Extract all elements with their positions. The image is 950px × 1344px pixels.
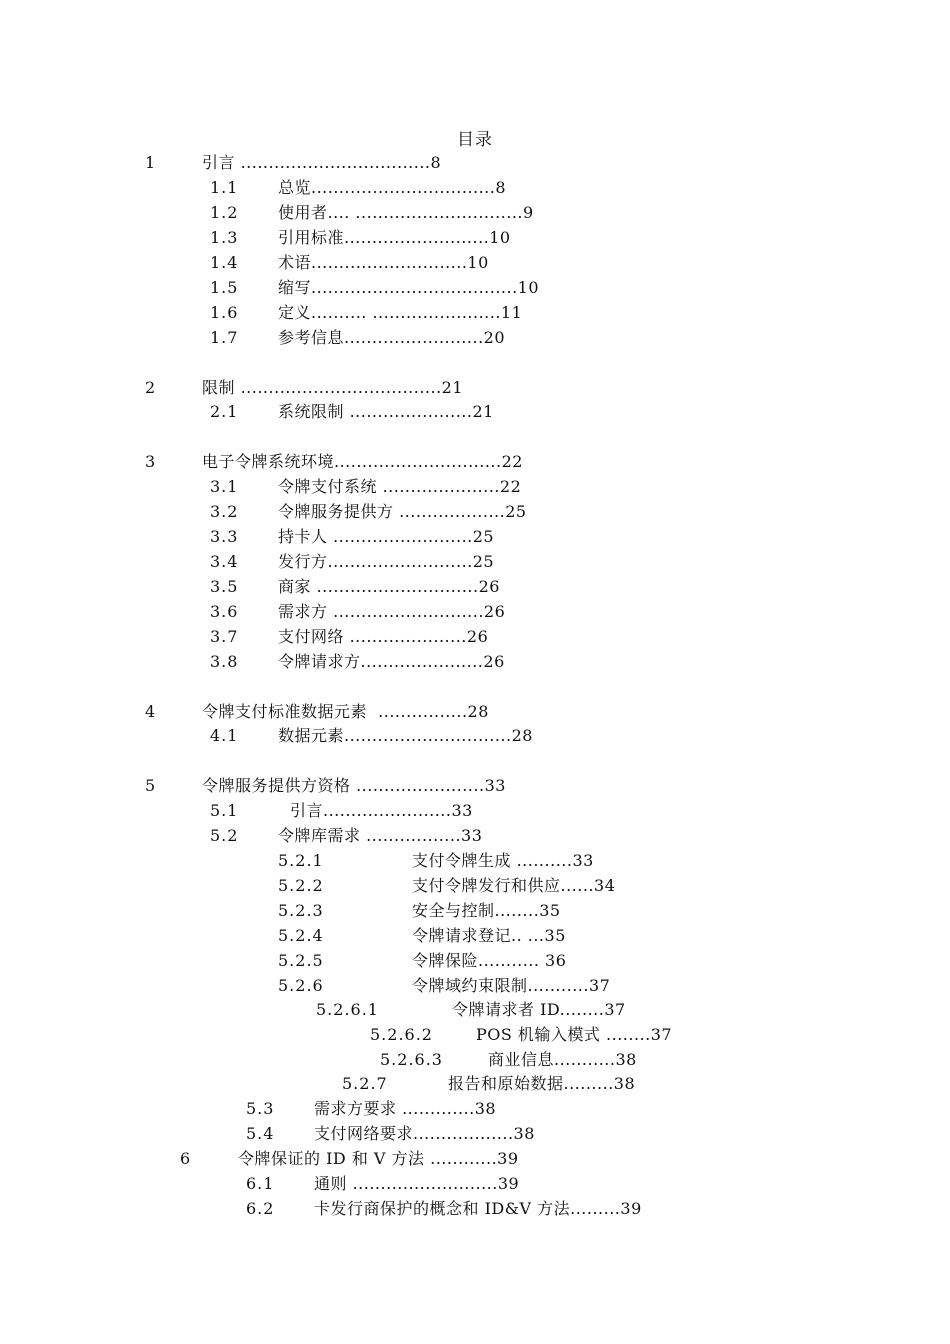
toc-entry-text[interactable]: 使用者.... ..............................9: [278, 203, 534, 222]
toc-entry-number: 1.4: [210, 253, 239, 272]
toc-entry-number: 1.7: [210, 328, 239, 347]
toc-entry-text[interactable]: 数据元素..............................28: [278, 726, 533, 745]
toc-entry-text[interactable]: 总览.................................8: [278, 178, 507, 197]
toc-entry-text[interactable]: 令牌保险........... 36: [412, 951, 567, 970]
toc-entry-number: 1: [145, 153, 157, 172]
toc-entry-number: 5.2.2: [278, 876, 324, 895]
toc-entry-text[interactable]: 术语............................10: [278, 253, 489, 272]
toc-entry-number: 4.1: [210, 726, 239, 745]
toc-entry-text[interactable]: 令牌保证的 ID 和 V 方法 ............39: [238, 1149, 519, 1168]
toc-entry-number: 5.2.6.3: [380, 1050, 443, 1069]
toc-entry-text[interactable]: 令牌支付系统 .....................22: [278, 477, 522, 496]
toc-entry-number: 5.4: [246, 1124, 275, 1143]
toc-entry-text[interactable]: 限制 ....................................21: [202, 378, 464, 397]
toc-entry-number: 5.2.4: [278, 926, 324, 945]
toc-entry-text[interactable]: 需求方要求 .............38: [314, 1099, 497, 1118]
toc-entry-number: 3.6: [210, 602, 239, 621]
toc-entry-number: 3.8: [210, 652, 239, 671]
toc-entry-text[interactable]: 需求方 ...........................26: [278, 602, 506, 621]
toc-entry-text[interactable]: 商家 .............................26: [278, 577, 500, 596]
toc-entry-number: 3.5: [210, 577, 239, 596]
toc-entry-text[interactable]: 通则 ..........................39: [314, 1174, 520, 1193]
toc-entry-text[interactable]: 令牌支付标准数据元素 ................28: [202, 702, 489, 721]
toc-entry-text[interactable]: 商业信息...........38: [488, 1050, 637, 1069]
toc-entry-text[interactable]: 引言 ..................................8: [202, 153, 442, 172]
toc-entry-number: 6.1: [246, 1174, 275, 1193]
toc-entry-text[interactable]: 引用标准..........................10: [278, 228, 511, 247]
toc-entry-number: 3.3: [210, 527, 239, 546]
toc-entry-text[interactable]: 令牌服务提供方 ...................25: [278, 502, 527, 521]
toc-entry-text[interactable]: 令牌请求方......................26: [278, 652, 505, 671]
toc-entry-text[interactable]: 参考信息.........................20: [278, 328, 506, 347]
toc-entry-number: 1.5: [210, 278, 239, 297]
toc-entry-number: 5.2.1: [278, 851, 324, 870]
toc-entry-text[interactable]: 报告和原始数据.........38: [448, 1074, 636, 1093]
toc-entry-number: 5.2.6: [278, 976, 324, 995]
toc-entry-text[interactable]: 令牌请求者 ID........37: [452, 1000, 626, 1019]
toc-entry-number: 2: [145, 378, 157, 397]
toc-entry-text[interactable]: 安全与控制........35: [412, 901, 561, 920]
toc-entry-number: 1.1: [210, 178, 239, 197]
toc-entry-number: 6.2: [246, 1199, 275, 1218]
toc-entry-number: 4: [145, 702, 157, 721]
toc-entry-text[interactable]: 卡发行商保护的概念和 ID&V 方法.........39: [314, 1199, 642, 1218]
toc-entry-number: 5.3: [246, 1099, 275, 1118]
toc-entry-text[interactable]: POS 机输入模式 ........37: [476, 1025, 673, 1044]
toc-entry-number: 5.2.5: [278, 951, 324, 970]
toc-entry-number: 3.7: [210, 627, 239, 646]
toc-entry-text[interactable]: 支付网络 .....................26: [278, 627, 489, 646]
toc-entry-number: 3.2: [210, 502, 239, 521]
toc-entry-number: 5.1: [210, 801, 239, 820]
toc-entry-text[interactable]: 系统限制 ......................21: [278, 402, 494, 421]
toc-entry-number: 5: [145, 776, 157, 795]
toc-entry-number: 3.4: [210, 552, 239, 571]
toc-entry-number: 3: [145, 452, 157, 471]
toc-entry-number: 5.2.6.2: [370, 1025, 433, 1044]
toc-entry-text[interactable]: 支付令牌发行和供应......34: [412, 876, 616, 895]
toc-entry-number: 5.2.6.1: [316, 1000, 379, 1019]
toc-entry-text[interactable]: 电子令牌系统环境..............................22: [202, 452, 523, 471]
toc-entry-text[interactable]: 令牌请求登记.. ...35: [412, 926, 566, 945]
toc-entry-number: 1.2: [210, 203, 239, 222]
toc-entry-number: 2.1: [210, 402, 239, 421]
toc-entry-number: 5.2: [210, 826, 239, 845]
toc-entry-text[interactable]: 引言.......................33: [290, 801, 473, 820]
toc-entry-text[interactable]: 持卡人 .........................25: [278, 527, 495, 546]
toc-entry-text[interactable]: 支付网络要求..................38: [314, 1124, 535, 1143]
toc-entry-number: 1.6: [210, 303, 239, 322]
toc-entry-text[interactable]: 支付令牌生成 ..........33: [412, 851, 594, 870]
toc-title: 目录: [457, 130, 493, 150]
toc-entry-text[interactable]: 发行方..........................25: [278, 552, 495, 571]
toc-entry-text[interactable]: 令牌服务提供方资格 .......................33: [202, 776, 506, 795]
toc-entry-text[interactable]: 定义.......... .......................11: [278, 303, 523, 322]
toc-entry-number: 1.3: [210, 228, 239, 247]
toc-entry-text[interactable]: 令牌域约束限制...........37: [412, 976, 611, 995]
toc-entry-text[interactable]: 缩写.....................................10: [278, 278, 540, 297]
toc-entry-number: 5.2.3: [278, 901, 324, 920]
toc-entry-number: 3.1: [210, 477, 239, 496]
toc-entry-text[interactable]: 令牌库需求 .................33: [278, 826, 483, 845]
toc-entry-number: 5.2.7: [342, 1074, 388, 1093]
toc-entry-number: 6: [180, 1149, 192, 1168]
